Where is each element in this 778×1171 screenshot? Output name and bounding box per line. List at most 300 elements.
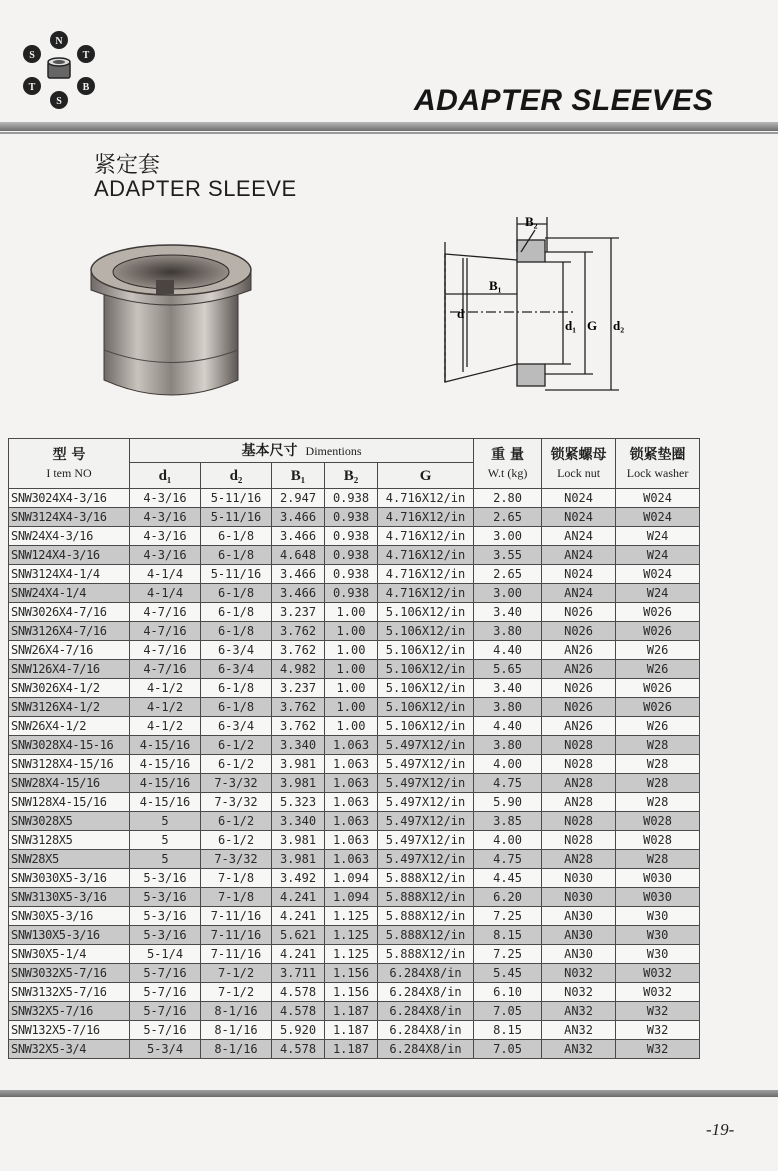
- cell-g: 5.497X12/in: [378, 812, 474, 831]
- cell-item-no: SNW24X4-3/16: [9, 527, 130, 546]
- cell-d2: 6-1/2: [201, 812, 272, 831]
- cell-b1: 3.237: [272, 679, 325, 698]
- header-rule-thin: [0, 132, 778, 134]
- cell-d2: 7-11/16: [201, 945, 272, 964]
- table-row: [9, 698, 700, 717]
- cell-b1: 3.340: [272, 736, 325, 755]
- col-header-washer-cn: 锁紧垫圈: [629, 446, 686, 463]
- cell-b2: 0.938: [325, 546, 378, 565]
- cell-d1: 5-7/16: [130, 1021, 201, 1040]
- cell-lock-nut: N032: [542, 964, 616, 983]
- cell-b2: 1.125: [325, 945, 378, 964]
- cell-item-no: SNW3128X5: [9, 831, 130, 850]
- cell-lock-nut: N030: [542, 888, 616, 907]
- cell-b1: 3.466: [272, 508, 325, 527]
- cell-lock-nut: AN30: [542, 926, 616, 945]
- cell-d1: 4-15/16: [130, 736, 201, 755]
- cell-lock-washer: W32: [616, 1040, 700, 1059]
- cell-d2: 6-1/8: [201, 584, 272, 603]
- cell-b2: 1.00: [325, 622, 378, 641]
- cell-lock-washer: W024: [616, 508, 700, 527]
- cell-lock-nut: AN28: [542, 774, 616, 793]
- cell-weight: 4.75: [474, 850, 542, 869]
- table-row: [9, 527, 700, 546]
- cell-weight: 3.85: [474, 812, 542, 831]
- col-header-model-en: I tem NO: [46, 465, 92, 480]
- cell-b1: 3.981: [272, 774, 325, 793]
- cell-item-no: SNW30X5-3/16: [9, 907, 130, 926]
- table-row: [9, 717, 700, 736]
- cell-b2: 0.938: [325, 508, 378, 527]
- cell-g: 5.497X12/in: [378, 850, 474, 869]
- cell-lock-washer: W30: [616, 945, 700, 964]
- cell-item-no: SNW126X4-7/16: [9, 660, 130, 679]
- cell-b1: 4.648: [272, 546, 325, 565]
- cell-d2: 7-1/8: [201, 888, 272, 907]
- cell-weight: 7.25: [474, 945, 542, 964]
- cell-lock-nut: N028: [542, 831, 616, 850]
- cell-item-no: SNW3124X4-3/16: [9, 508, 130, 527]
- cell-g: 5.497X12/in: [378, 755, 474, 774]
- cell-item-no: SNW3028X4-15-16: [9, 736, 130, 755]
- cell-lock-nut: AN26: [542, 660, 616, 679]
- cell-g: 5.888X12/in: [378, 888, 474, 907]
- cell-b1: 4.578: [272, 983, 325, 1002]
- cell-item-no: SNW30X5-1/4: [9, 945, 130, 964]
- cell-weight: 5.90: [474, 793, 542, 812]
- cell-lock-washer: W026: [616, 603, 700, 622]
- cell-weight: 3.00: [474, 584, 542, 603]
- col-header-washer: [616, 439, 700, 489]
- cell-b2: 1.094: [325, 888, 378, 907]
- cell-b2: 1.156: [325, 983, 378, 1002]
- cell-d2: 6-1/8: [201, 603, 272, 622]
- cell-d2: 7-1/2: [201, 983, 272, 1002]
- col-header-washer-en: Lock washer: [626, 465, 689, 480]
- cell-g: 4.716X12/in: [378, 527, 474, 546]
- col-header-d1: d₁: [130, 463, 201, 489]
- cell-g: 4.716X12/in: [378, 584, 474, 603]
- cell-b2: 1.063: [325, 812, 378, 831]
- table-row: [9, 964, 700, 983]
- cell-d1: 5-7/16: [130, 983, 201, 1002]
- cell-d2: 7-1/8: [201, 869, 272, 888]
- col-header-weight: [474, 439, 542, 489]
- cell-weight: 3.40: [474, 603, 542, 622]
- cell-g: 5.106X12/in: [378, 679, 474, 698]
- table-row: [9, 755, 700, 774]
- cell-b2: 0.938: [325, 584, 378, 603]
- cell-d1: 5-3/16: [130, 888, 201, 907]
- cell-d2: 6-3/4: [201, 660, 272, 679]
- cell-g: 5.106X12/in: [378, 717, 474, 736]
- cell-d1: 4-7/16: [130, 622, 201, 641]
- section-title-cn: 紧定套: [94, 153, 161, 178]
- diagram-label-g: G: [587, 318, 598, 333]
- cell-d2: 5-11/16: [201, 489, 272, 508]
- cell-b2: 1.00: [325, 641, 378, 660]
- cell-lock-nut: N032: [542, 983, 616, 1002]
- section-title-en: ADAPTER SLEEVE: [94, 176, 297, 201]
- col-header-model: [9, 439, 130, 489]
- cell-item-no: SNW3028X5: [9, 812, 130, 831]
- cell-item-no: SNW26X4-1/2: [9, 717, 130, 736]
- cell-d2: 6-1/2: [201, 831, 272, 850]
- cell-g: 5.888X12/in: [378, 869, 474, 888]
- cell-b1: 5.621: [272, 926, 325, 945]
- cell-d1: 4-1/2: [130, 698, 201, 717]
- logo-bearing-icon: [48, 58, 70, 78]
- header-rule: [0, 122, 778, 131]
- cell-weight: 5.45: [474, 964, 542, 983]
- cell-b1: 3.981: [272, 850, 325, 869]
- cell-d1: 5: [130, 831, 201, 850]
- cell-lock-nut: N028: [542, 812, 616, 831]
- cell-d1: 4-1/2: [130, 679, 201, 698]
- col-header-locknut: [542, 439, 616, 489]
- cell-lock-nut: N024: [542, 508, 616, 527]
- table-row: [9, 1021, 700, 1040]
- cell-d1: 4-15/16: [130, 774, 201, 793]
- cell-g: 6.284X8/in: [378, 983, 474, 1002]
- table-row: [9, 660, 700, 679]
- adapter-sleeve-photo: [86, 240, 256, 410]
- cell-b1: 3.762: [272, 698, 325, 717]
- brand-logo: [14, 28, 104, 118]
- cell-g: 5.497X12/in: [378, 736, 474, 755]
- table-row: [9, 622, 700, 641]
- col-header-d2: d₂: [201, 463, 272, 489]
- cell-g: 5.106X12/in: [378, 660, 474, 679]
- cell-b2: 1.00: [325, 603, 378, 622]
- cell-d2: 6-3/4: [201, 641, 272, 660]
- cell-d2: 7-3/32: [201, 793, 272, 812]
- cell-lock-washer: W032: [616, 964, 700, 983]
- cell-d1: 4-1/4: [130, 565, 201, 584]
- table-row: [9, 1040, 700, 1059]
- cell-b1: 3.762: [272, 622, 325, 641]
- cell-g: 5.888X12/in: [378, 926, 474, 945]
- cell-b2: 1.187: [325, 1040, 378, 1059]
- cell-lock-nut: N028: [542, 755, 616, 774]
- cell-lock-washer: W30: [616, 926, 700, 945]
- table-row: [9, 546, 700, 565]
- cell-item-no: SNW3030X5-3/16: [9, 869, 130, 888]
- cell-d1: 5-7/16: [130, 964, 201, 983]
- cell-lock-nut: AN26: [542, 641, 616, 660]
- cell-b1: 4.241: [272, 907, 325, 926]
- cell-b1: 3.981: [272, 831, 325, 850]
- table-row: [9, 888, 700, 907]
- cell-lock-nut: AN32: [542, 1021, 616, 1040]
- cell-lock-washer: W030: [616, 869, 700, 888]
- table-row: [9, 945, 700, 964]
- table-row: [9, 850, 700, 869]
- cell-lock-washer: W28: [616, 736, 700, 755]
- cell-b2: 1.125: [325, 907, 378, 926]
- col-header-weight-cn: 重 量: [491, 446, 524, 463]
- cell-b1: 3.711: [272, 964, 325, 983]
- cell-lock-washer: W30: [616, 907, 700, 926]
- cell-weight: 3.80: [474, 736, 542, 755]
- cell-b2: 0.938: [325, 527, 378, 546]
- cell-lock-nut: N026: [542, 698, 616, 717]
- cell-g: 5.497X12/in: [378, 774, 474, 793]
- cell-d1: 5-7/16: [130, 1002, 201, 1021]
- cell-b2: 1.125: [325, 926, 378, 945]
- cell-b1: 4.578: [272, 1040, 325, 1059]
- cell-g: 5.888X12/in: [378, 907, 474, 926]
- cell-b2: 1.063: [325, 831, 378, 850]
- cell-item-no: SNW3026X4-1/2: [9, 679, 130, 698]
- cell-item-no: SNW26X4-7/16: [9, 641, 130, 660]
- col-header-dimensions: [130, 439, 474, 463]
- cell-lock-washer: W24: [616, 584, 700, 603]
- cell-weight: 3.40: [474, 679, 542, 698]
- cell-weight: 4.75: [474, 774, 542, 793]
- cell-d2: 8-1/16: [201, 1040, 272, 1059]
- logo-letter: T: [28, 82, 36, 93]
- cell-lock-nut: AN26: [542, 717, 616, 736]
- table-row: [9, 812, 700, 831]
- col-header-locknut-cn: 锁紧螺母: [550, 446, 607, 463]
- cell-b1: 4.241: [272, 945, 325, 964]
- cell-weight: 3.80: [474, 698, 542, 717]
- col-header-locknut-en: Lock nut: [557, 465, 601, 480]
- cell-weight: 6.20: [474, 888, 542, 907]
- cell-b2: 1.063: [325, 793, 378, 812]
- cell-item-no: SNW3132X5-7/16: [9, 983, 130, 1002]
- cell-d1: 5-3/16: [130, 926, 201, 945]
- table-row: [9, 679, 700, 698]
- col-header-weight-en: W.t (kg): [487, 465, 528, 480]
- cell-b1: 5.323: [272, 793, 325, 812]
- cell-d1: 5-3/4: [130, 1040, 201, 1059]
- cell-weight: 7.05: [474, 1040, 542, 1059]
- cell-d2: 7-11/16: [201, 926, 272, 945]
- cell-b1: 3.466: [272, 584, 325, 603]
- diagram-label-b2: B₂: [525, 214, 538, 229]
- cell-lock-nut: N024: [542, 565, 616, 584]
- cell-g: 5.106X12/in: [378, 622, 474, 641]
- logo-letter: T: [82, 50, 90, 61]
- cell-d2: 7-3/32: [201, 774, 272, 793]
- cell-lock-washer: W24: [616, 546, 700, 565]
- cell-weight: 7.25: [474, 907, 542, 926]
- cell-d1: 4-15/16: [130, 793, 201, 812]
- cell-weight: 6.10: [474, 983, 542, 1002]
- cell-lock-washer: W32: [616, 1002, 700, 1021]
- cell-d2: 7-11/16: [201, 907, 272, 926]
- cell-b1: 3.466: [272, 527, 325, 546]
- cell-lock-nut: AN28: [542, 850, 616, 869]
- cell-item-no: SNW130X5-3/16: [9, 926, 130, 945]
- cell-b2: 1.063: [325, 850, 378, 869]
- cell-b2: 1.187: [325, 1002, 378, 1021]
- table-row: [9, 1002, 700, 1021]
- cell-g: 4.716X12/in: [378, 489, 474, 508]
- cell-lock-washer: W28: [616, 850, 700, 869]
- logo-letter: B: [82, 82, 90, 93]
- cell-lock-nut: AN30: [542, 907, 616, 926]
- cell-weight: 4.45: [474, 869, 542, 888]
- cell-b1: 3.981: [272, 755, 325, 774]
- cell-b2: 1.00: [325, 660, 378, 679]
- cell-b1: 2.947: [272, 489, 325, 508]
- cell-lock-washer: W032: [616, 983, 700, 1002]
- cell-weight: 8.15: [474, 926, 542, 945]
- cell-weight: 3.00: [474, 527, 542, 546]
- cell-lock-washer: W024: [616, 565, 700, 584]
- diagram-label-b1: B₁: [489, 278, 502, 293]
- col-header-model-cn: 型 号: [52, 446, 86, 463]
- cell-d1: 4-1/2: [130, 717, 201, 736]
- cell-weight: 7.05: [474, 1002, 542, 1021]
- cell-lock-washer: W030: [616, 888, 700, 907]
- cell-lock-nut: N030: [542, 869, 616, 888]
- cell-weight: 3.80: [474, 622, 542, 641]
- cell-lock-nut: N026: [542, 603, 616, 622]
- cell-lock-nut: AN24: [542, 527, 616, 546]
- table-row: [9, 641, 700, 660]
- cell-lock-washer: W28: [616, 793, 700, 812]
- cell-d2: 6-1/2: [201, 736, 272, 755]
- cell-lock-nut: AN30: [542, 945, 616, 964]
- cell-b2: 1.187: [325, 1021, 378, 1040]
- cell-lock-nut: N024: [542, 489, 616, 508]
- cell-d2: 6-3/4: [201, 717, 272, 736]
- col-header-dimensions-cn: 基本尺寸: [241, 442, 298, 459]
- cell-lock-washer: W24: [616, 527, 700, 546]
- cell-d1: 4-3/16: [130, 546, 201, 565]
- cell-g: 5.106X12/in: [378, 641, 474, 660]
- table-row: [9, 603, 700, 622]
- cell-g: 5.497X12/in: [378, 831, 474, 850]
- cell-b1: 3.237: [272, 603, 325, 622]
- cell-d2: 6-1/8: [201, 622, 272, 641]
- cell-d1: 5-3/16: [130, 907, 201, 926]
- cell-b2: 1.156: [325, 964, 378, 983]
- cell-b1: 4.241: [272, 888, 325, 907]
- cell-b1: 4.982: [272, 660, 325, 679]
- cell-b1: 4.578: [272, 1002, 325, 1021]
- cell-item-no: SNW3024X4-3/16: [9, 489, 130, 508]
- page-header-title: ADAPTER SLEEVES: [414, 84, 714, 117]
- cell-lock-washer: W26: [616, 660, 700, 679]
- cell-d2: 5-11/16: [201, 565, 272, 584]
- table-row: [9, 489, 700, 508]
- cell-b2: 1.063: [325, 774, 378, 793]
- cell-d1: 4-15/16: [130, 755, 201, 774]
- cell-weight: 4.40: [474, 641, 542, 660]
- cell-b2: 1.094: [325, 869, 378, 888]
- cell-g: 5.888X12/in: [378, 945, 474, 964]
- cell-lock-washer: W26: [616, 641, 700, 660]
- cell-g: 5.106X12/in: [378, 603, 474, 622]
- cell-weight: 2.65: [474, 565, 542, 584]
- cell-g: 6.284X8/in: [378, 1002, 474, 1021]
- cell-lock-washer: W32: [616, 1021, 700, 1040]
- cell-item-no: SNW28X4-15/16: [9, 774, 130, 793]
- cell-lock-nut: AN32: [542, 1040, 616, 1059]
- cell-d2: 5-11/16: [201, 508, 272, 527]
- cell-b2: 1.063: [325, 755, 378, 774]
- cell-d2: 8-1/16: [201, 1021, 272, 1040]
- cell-weight: 8.15: [474, 1021, 542, 1040]
- cell-item-no: SNW3128X4-15/16: [9, 755, 130, 774]
- cell-b1: 3.762: [272, 641, 325, 660]
- table-row: [9, 774, 700, 793]
- cell-weight: 4.00: [474, 755, 542, 774]
- cell-lock-washer: W024: [616, 489, 700, 508]
- cell-lock-washer: W26: [616, 717, 700, 736]
- table-row: [9, 508, 700, 527]
- cell-b1: 3.466: [272, 565, 325, 584]
- table-row: [9, 869, 700, 888]
- page-number: -19-: [706, 1120, 735, 1139]
- col-header-dimensions-en: Dimentions: [305, 443, 362, 458]
- col-header-b1: B₁: [272, 463, 325, 489]
- cell-b1: 3.762: [272, 717, 325, 736]
- cell-lock-washer: W026: [616, 698, 700, 717]
- logo-letter: N: [55, 36, 63, 47]
- cell-b2: 0.938: [325, 489, 378, 508]
- cell-lock-washer: W026: [616, 679, 700, 698]
- cell-b1: 3.340: [272, 812, 325, 831]
- cell-weight: 4.00: [474, 831, 542, 850]
- cell-d2: 6-1/8: [201, 527, 272, 546]
- cell-b1: 5.920: [272, 1021, 325, 1040]
- table-row: [9, 907, 700, 926]
- cell-b2: 1.063: [325, 736, 378, 755]
- diagram-label-d: d: [457, 306, 465, 321]
- cell-weight: 3.55: [474, 546, 542, 565]
- cell-d1: 4-3/16: [130, 489, 201, 508]
- table-row: [9, 584, 700, 603]
- cell-b2: 1.00: [325, 698, 378, 717]
- cell-lock-washer: W28: [616, 755, 700, 774]
- col-header-g: G: [378, 463, 474, 489]
- cell-lock-washer: W026: [616, 622, 700, 641]
- cell-g: 4.716X12/in: [378, 508, 474, 527]
- cell-d1: 4-3/16: [130, 527, 201, 546]
- footer-rule: [0, 1090, 778, 1097]
- spec-table-body: [9, 489, 700, 1059]
- cell-d1: 4-1/4: [130, 584, 201, 603]
- logo-letter: S: [56, 96, 62, 107]
- cell-lock-nut: N026: [542, 622, 616, 641]
- cell-lock-nut: AN24: [542, 584, 616, 603]
- cell-d1: 5-1/4: [130, 945, 201, 964]
- table-row: [9, 793, 700, 812]
- cell-weight: 4.40: [474, 717, 542, 736]
- cell-d1: 5-3/16: [130, 869, 201, 888]
- cell-lock-washer: W028: [616, 831, 700, 850]
- cell-d1: 4-7/16: [130, 641, 201, 660]
- cell-b1: 3.492: [272, 869, 325, 888]
- cell-d1: 4-7/16: [130, 660, 201, 679]
- cell-d1: 5: [130, 812, 201, 831]
- cell-lock-washer: W28: [616, 774, 700, 793]
- table-row: [9, 736, 700, 755]
- cell-d2: 8-1/16: [201, 1002, 272, 1021]
- cell-g: 6.284X8/in: [378, 1040, 474, 1059]
- cell-lock-nut: AN24: [542, 546, 616, 565]
- cell-weight: 2.80: [474, 489, 542, 508]
- cell-item-no: SNW3130X5-3/16: [9, 888, 130, 907]
- adapter-sleeve-spec-table: [8, 438, 700, 1059]
- diagram-label-d2: d₂: [613, 318, 625, 333]
